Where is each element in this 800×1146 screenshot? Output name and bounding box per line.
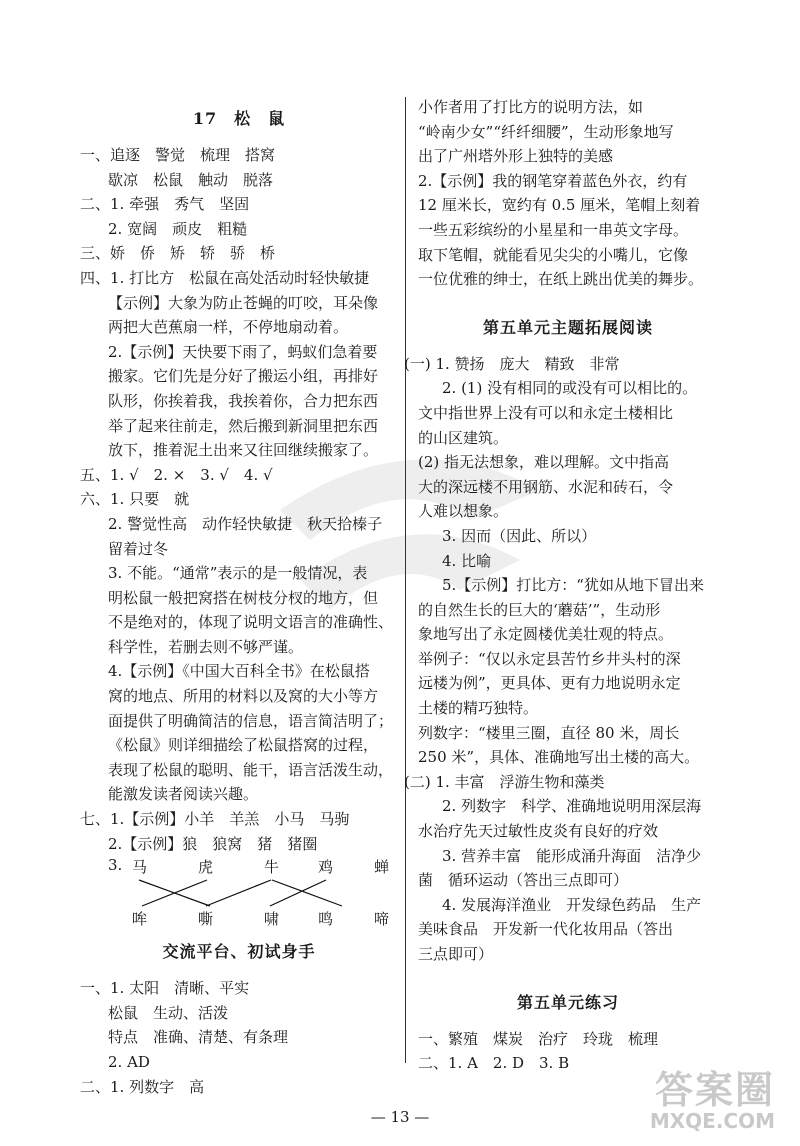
- answer-line: 四、1. 打比方 松鼠在高处活动时轻快敏捷: [80, 268, 370, 287]
- answer-line: 4. 比喻: [442, 551, 492, 570]
- answer-line: 科学性，若删去则不够严谨。: [108, 637, 304, 656]
- answer-line: 美味食品 开发新一代化妆用品（答出: [418, 920, 674, 939]
- answer-line: 松鼠 生动、活泼: [108, 1003, 229, 1022]
- answer-line: 三点即可）: [418, 945, 494, 963]
- answer-line: 二、1. 列数字 高: [80, 1077, 205, 1096]
- answer-line: 表现了松鼠的聪明、能干，语言活泼生动，: [108, 760, 394, 779]
- answer-line: 一位优雅的绅士，在纸上跳出优美的舞步。: [418, 270, 704, 289]
- answer-line: 大的深远楼不用钢筋、水泥和砖石，令: [418, 477, 674, 496]
- answer-line: 五、1. √ 2. × 3. √ 4. √: [80, 465, 273, 484]
- match-bottom-neigh: 嘶: [198, 910, 214, 929]
- answer-line: 明松鼠一般把窝搭在树枝分杈的地方，但: [108, 588, 379, 607]
- answer-line: 象地写出了永定圆楼优美壮观的特点。: [418, 625, 674, 644]
- section-title-exchange: 交流平台、初试身手: [162, 942, 316, 962]
- answer-line: 歇凉 松鼠 触动 脱落: [108, 170, 274, 189]
- answer-line: 一、繁殖 煤炭 治疗 玲珑 梳理: [418, 1029, 659, 1048]
- answer-line: 文中指世界上没有可以和永定土楼相比: [418, 403, 674, 422]
- answer-line: 一些五彩缤纷的小星星和一串英文字母。: [418, 220, 689, 239]
- answer-line: 能激发读者阅读兴趣。: [108, 785, 259, 804]
- answer-line: 人难以想象。: [418, 502, 509, 521]
- answer-line: 搬家。它们先是分好了搬运小组，再排好: [108, 367, 379, 386]
- answer-line: 的自然生长的巨大的‘蘑菇’”，生动形: [418, 600, 661, 619]
- answer-line: (二) 1. 丰富 浮游生物和藻类: [404, 772, 605, 791]
- answer-line: 小作者用了打比方的说明方法，如: [418, 98, 644, 116]
- answer-line: 远楼为例”，更具体、更有力地说明永定: [418, 674, 681, 693]
- match-bottom-crow: 鸣: [318, 910, 334, 929]
- answer-line: 2. 宽阔 顽皮 粗糙: [108, 219, 248, 238]
- answer-line: 留着过冬: [108, 539, 169, 558]
- answer-line: 一、1. 太阳 清晰、平实: [80, 979, 250, 998]
- answer-line: 出了广州塔外形上独特的美感: [418, 147, 614, 166]
- answer-line: (一) 1. 赞扬 庞大 精致 非常: [404, 354, 620, 373]
- answer-line: 水治疗先天过敏性皮炎有良好的疗效: [418, 822, 659, 841]
- answer-line: 二、1. 牵强 秀气 坚固: [80, 195, 250, 214]
- site-watermark: [649, 1067, 775, 1133]
- answer-line: 2.【示例】我的钢笔穿着蓝色外衣，约有: [418, 171, 688, 190]
- answer-line: 三、娇 侨 矫 轿 骄 桥: [80, 244, 276, 263]
- animal-sound-matching: [80, 856, 398, 928]
- answer-line: 3. 因而（因此、所以）: [442, 526, 597, 545]
- answer-line: 一、追逐 警觉 梳理 搭窝: [80, 146, 276, 164]
- left-column: [80, 95, 398, 1099]
- answer-line: 【示例】大象为防止苍蝇的叮咬，耳朵像: [108, 293, 379, 312]
- answer-line: 两把大芭蕉扇一样，不停地扇动着。: [108, 318, 349, 337]
- answer-line: 放下，推着泥土出来又往回继续搬家了。: [108, 441, 379, 460]
- answer-line: 4. 发展海洋渔业 开发绿色药品 生产: [442, 895, 702, 914]
- answer-line: 六、1. 只要 就: [80, 490, 190, 509]
- answer-line: 举例子：“仅以永定县苦竹乡井头村的深: [418, 649, 681, 668]
- match-top-tiger: 虎: [198, 858, 214, 877]
- answer-line: 不是绝对的，体现了说明文语言的准确性、: [108, 613, 394, 632]
- match-top-cicada: 蝉: [374, 858, 390, 877]
- match-bottom-chirp: 啼: [374, 910, 390, 929]
- answer-line: 2. 警觉性高 动作轻快敏捷 秋天拾榛子: [108, 514, 383, 533]
- answer-line: 取下笔帽，就能看见尖尖的小嘴儿，它像: [418, 245, 689, 264]
- answer-line: 3. 营养丰富 能形成涌升海面 洁净少: [442, 846, 702, 865]
- watermark-text: 答案圈: [654, 1067, 775, 1112]
- answer-line: 举了起来往前走，然后搬到新洞里把东西: [108, 416, 379, 435]
- match-top-rooster: 鸡: [318, 858, 334, 877]
- section-title-unit5-reading: 第五单元主题拓展阅读: [482, 317, 653, 337]
- section-title-unit5-exercise: 第五单元练习: [516, 992, 619, 1012]
- answer-line: 2.【示例】天快要下雨了，蚂蚁们急着要: [108, 342, 378, 361]
- match-line-x1: [272, 880, 342, 906]
- page-number: — 13 —: [370, 1108, 430, 1126]
- section-title-squirrel: 17 松 鼠: [192, 109, 286, 128]
- answer-line: 窝的地点、所用的材料以及窝的大小等方: [108, 687, 379, 706]
- answer-line: (2) 指无法想象，难以理解。文中指高: [418, 453, 670, 472]
- right-top-answers: [418, 95, 718, 292]
- answer-line: 的山区建筑。: [418, 428, 509, 447]
- match-line-tiger: [142, 880, 207, 906]
- match-line-ox: [206, 880, 271, 906]
- answer-line: 菌 循环运动（答出三点即可）: [418, 871, 629, 890]
- answer-line: 2. AD: [108, 1053, 150, 1071]
- watermark-url: MXQE.COM: [649, 1109, 775, 1133]
- answer-line: 4.【示例】《中国大百科全书》在松鼠搭: [108, 662, 370, 681]
- answer-line: 250 米”，具体、准确地写出土楼的高大。: [418, 748, 700, 767]
- match-top-horse: 马: [132, 858, 148, 877]
- answer-line: 土楼的精巧独特。: [418, 699, 539, 718]
- answer-line: 特点 准确、清楚、有条理: [108, 1028, 289, 1047]
- answer-line: 《松鼠》则详细描绘了松鼠搭窝的过程，: [108, 736, 379, 755]
- answer-line: 5.【示例】打比方：“犹如从地下冒出来: [442, 576, 704, 595]
- answer-line: 列数字：“楼里三圈，直径 80 米，周长: [418, 723, 680, 742]
- matching-lines: [80, 856, 398, 928]
- match-bottom-moo: 哞: [132, 910, 148, 929]
- answer-line: 2. 列数字 科学、准确地说明用深层海: [442, 797, 702, 816]
- match-top-ox: 牛: [264, 858, 280, 877]
- question-number: 3.: [108, 856, 123, 875]
- answer-line: 七、1.【示例】小羊 羊羔 小马 马驹: [80, 810, 350, 829]
- match-line-x2: [270, 880, 326, 906]
- answer-line: 3. 不能。“通常”表示的是一般情况，表: [108, 564, 368, 583]
- answer-line: “岭南少女”“纤纤细腰”，生动形象地写: [418, 122, 674, 141]
- answer-line: 2.【示例】狼 狼窝 猪 猪圈: [108, 834, 318, 853]
- answer-line: 面提供了明确简洁的信息，语言简洁明了；: [108, 711, 394, 730]
- column-divider: [405, 97, 406, 1063]
- right-column: [404, 95, 718, 1076]
- answer-line: 队形，你挨着我，我挨着你，合力把东西: [108, 391, 379, 410]
- answer-line: 12 厘米长，宽约有 0.5 厘米，笔帽上刻着: [418, 196, 701, 215]
- answer-line: 二、1. A 2. D 3. B: [418, 1054, 570, 1073]
- answer-line: 2. (1) 没有相同的或没有可以相比的。: [442, 379, 698, 398]
- match-bottom-roar: 啸: [264, 910, 280, 929]
